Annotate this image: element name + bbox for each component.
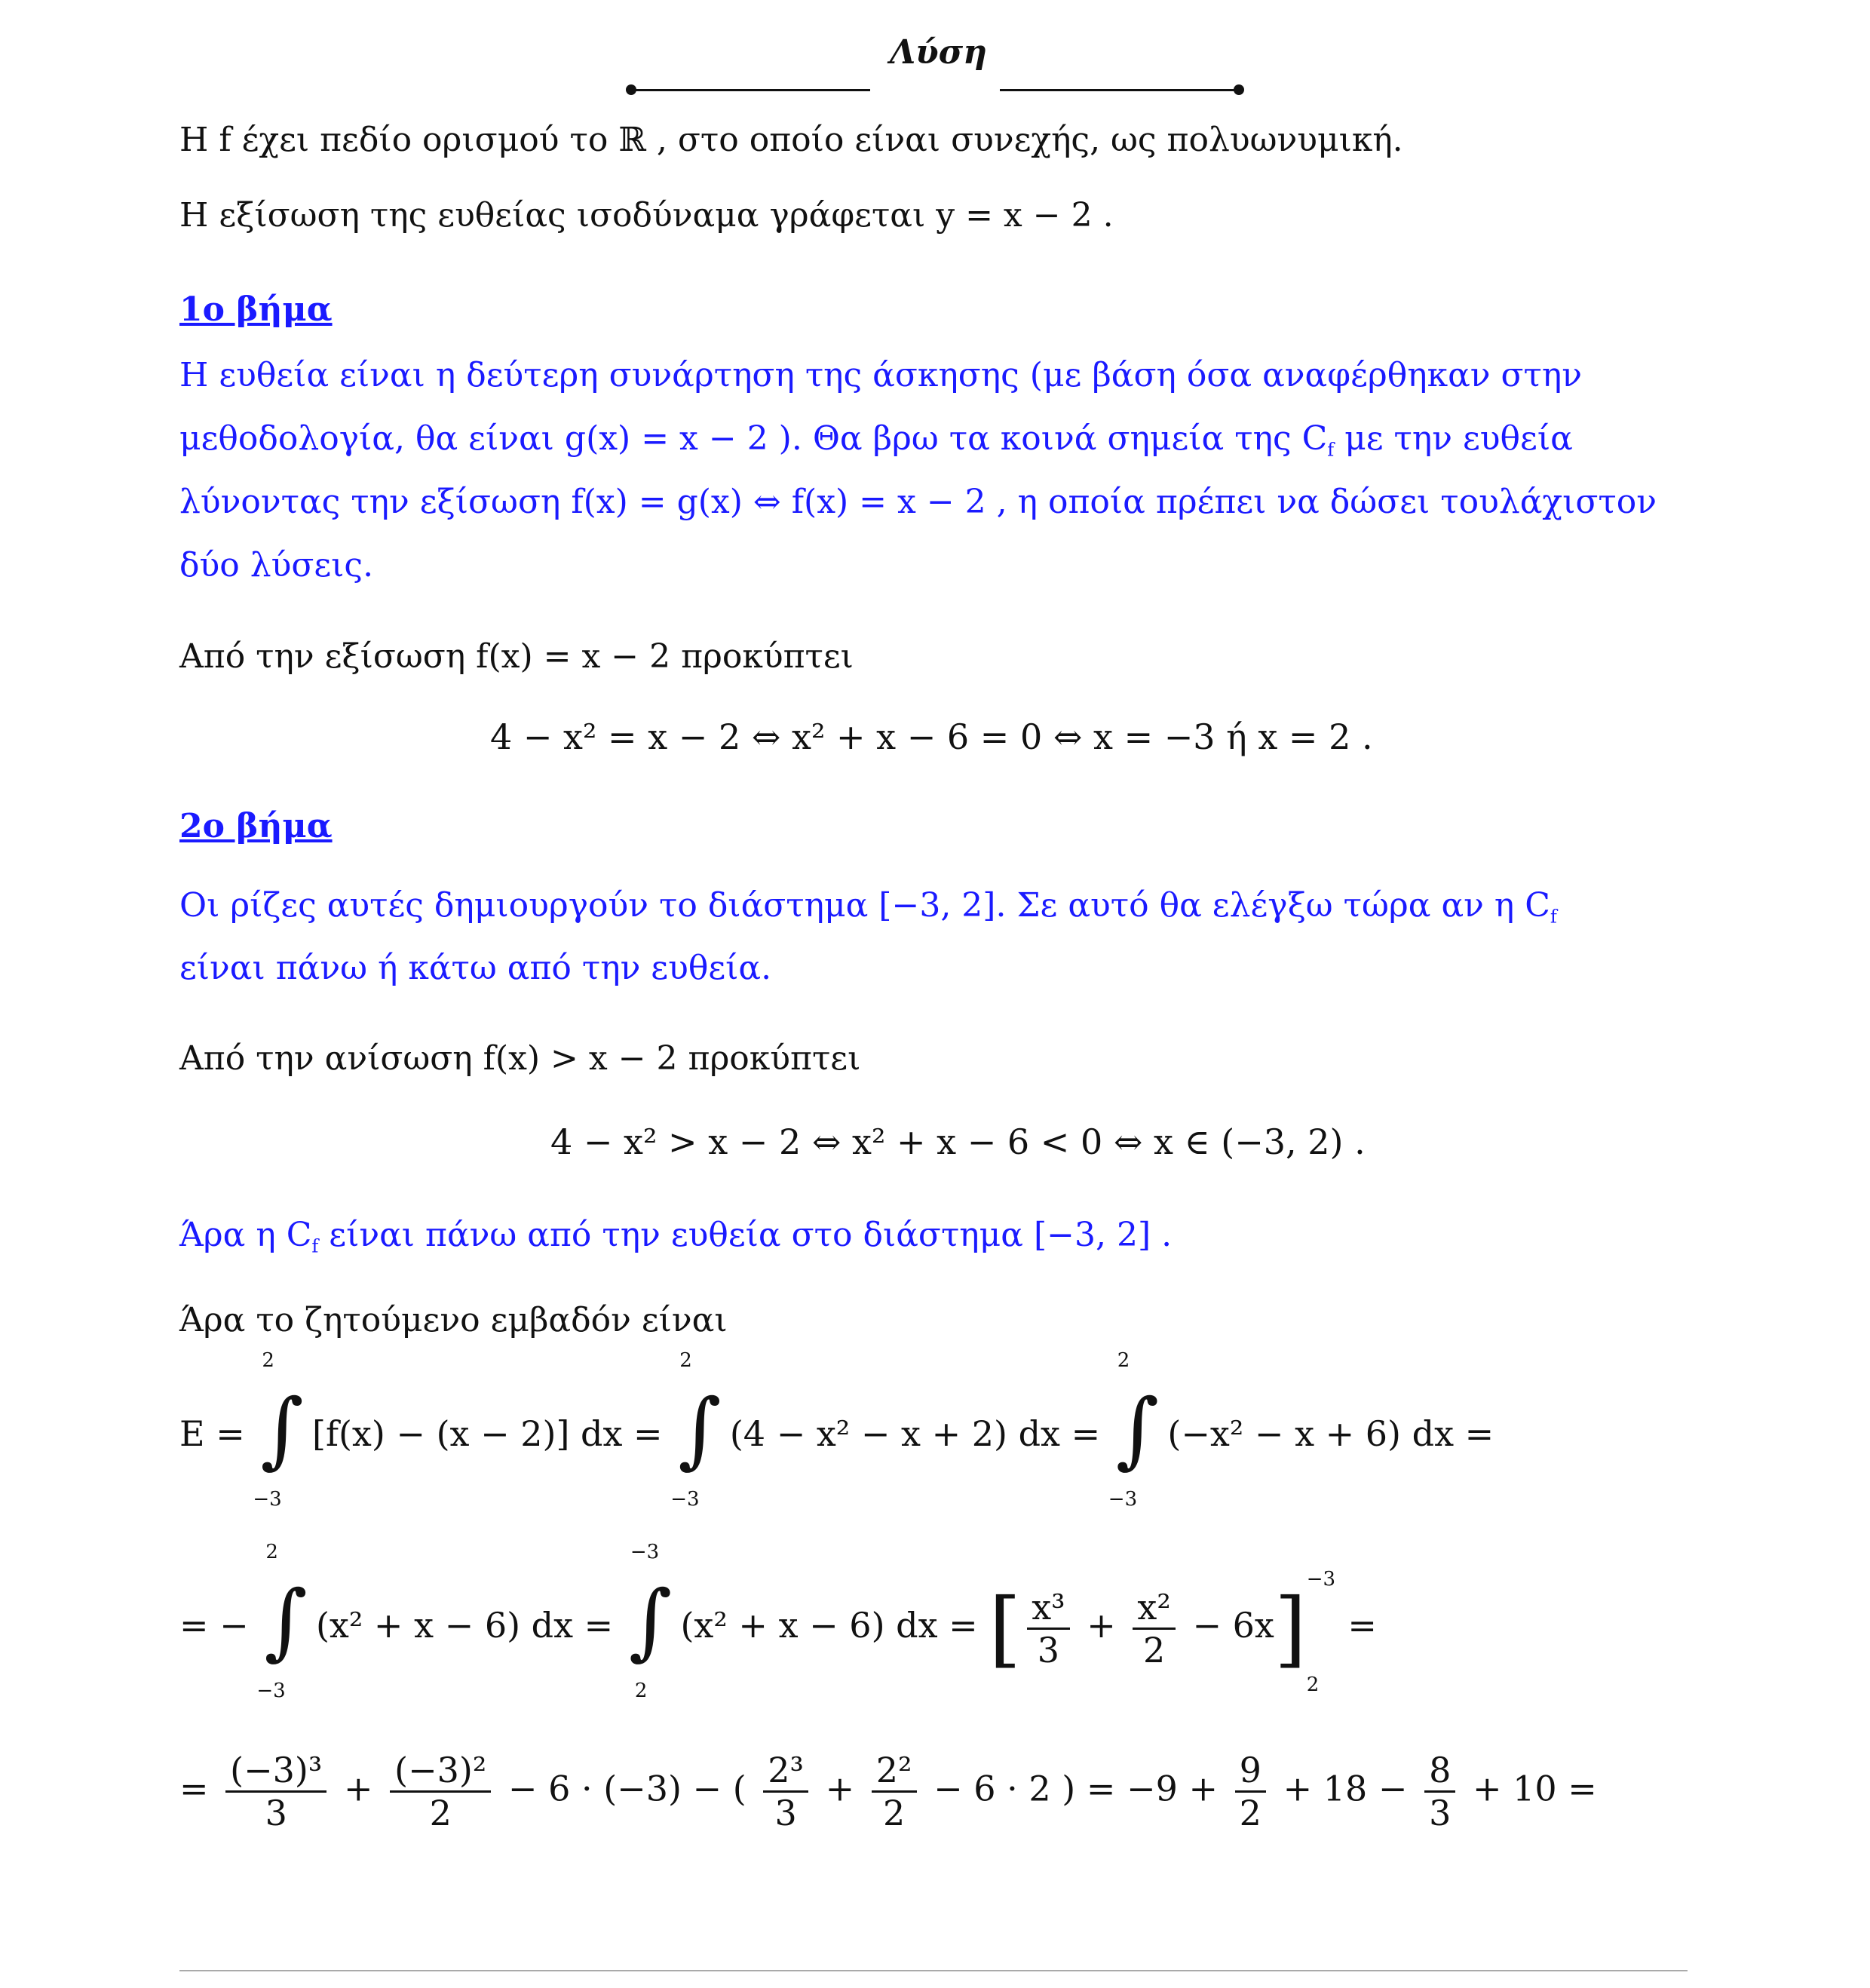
fraction-numerator: x³	[1032, 1586, 1065, 1628]
header-rule-right	[1000, 89, 1240, 91]
step1-paragraph-line-1: Η ευθεία είναι η δεύτερη συνάρτηση της άσκησης (με βάση όσα αναφέρθηκαν στην	[179, 356, 1583, 394]
upper-limit: 2	[1117, 1349, 1130, 1372]
step2-inequality: 4 − x² > x − 2 ⇔ x² + x − 6 < 0 ⇔ x ∈ (−3, 2) .	[550, 1121, 1366, 1162]
row3-middle-2: − 6 · 2 ) = −9 +	[933, 1768, 1219, 1809]
area-intro: Άρα το ζητούμενο εμβαδόν είναι	[179, 1301, 728, 1339]
row2-fraction-2	[1133, 1587, 1175, 1670]
step2-conc-tail: είναι πάνω από την ευθεία στο διάστημα [−3, 2] .	[318, 1216, 1173, 1254]
row3-plus-2: +	[825, 1768, 855, 1809]
header-title: Λύση	[890, 33, 988, 72]
step2-conc-text: Άρα η C	[179, 1216, 312, 1254]
row2-lead: = −	[179, 1605, 249, 1646]
step1-from-equation: Από την εξίσωση f(x) = x − 2 προκύπτει	[179, 637, 854, 676]
fraction-numerator: x²	[1137, 1586, 1171, 1628]
row2-integrand-1: (x² + x − 6) dx =	[315, 1605, 614, 1646]
lower-limit: −3	[1108, 1488, 1138, 1511]
upper-limit: 2	[265, 1541, 278, 1563]
row2-minus: − 6x	[1192, 1605, 1274, 1646]
row3-fraction-5	[1235, 1750, 1266, 1833]
step2-heading: 2ο βήμα	[179, 807, 333, 845]
fraction-denominator: 3	[225, 1790, 326, 1833]
integrand-1: [f(x) − (x − 2)] dx =	[312, 1413, 663, 1454]
upper-limit: 2	[262, 1349, 274, 1372]
row2-bracket-close: ]	[1274, 1580, 1307, 1677]
row3-fraction-6	[1424, 1750, 1455, 1833]
row3-plus-1: +	[343, 1768, 373, 1809]
step2-p1-text: Οι ρίζες αυτές δημιουργούν το διάστημα [−3, 2]. Σε αυτό θα ελέγξω τώρα αν η C	[179, 886, 1550, 925]
step1-p2-text: μεθοδολογία, θα είναι g(x) = x − 2 ). Θα βρω τα κοινά σημεία της C	[179, 419, 1328, 458]
upper-limit: 2	[679, 1349, 692, 1372]
step2-paragraph-line-1	[179, 886, 1557, 927]
row3-fraction-3	[763, 1750, 808, 1833]
fraction-denominator: 2	[1235, 1790, 1266, 1833]
row3-fraction-2	[390, 1750, 491, 1833]
row3-fraction-1	[225, 1750, 326, 1833]
step1-heading: 1ο βήμα	[179, 290, 333, 329]
integral-sign: 2 ∫ −3	[253, 1349, 304, 1511]
header-dot-right	[1234, 84, 1244, 95]
step2-conc-sub: f	[311, 1235, 319, 1257]
area-e-label: E =	[179, 1413, 245, 1454]
row2-bracket-limits	[1306, 1568, 1337, 1696]
step1-p2-sub: f	[1327, 439, 1335, 461]
integral-sign: 2 ∫ −3	[1108, 1349, 1160, 1511]
fraction-numerator: 2²	[875, 1750, 912, 1790]
fraction-denominator: 2	[872, 1790, 917, 1833]
lower-limit: −3	[670, 1488, 700, 1511]
lower-limit: −3	[256, 1680, 286, 1702]
step1-p2-tail: με την ευθεία	[1334, 419, 1573, 458]
integral-sign: 2 ∫ −3	[670, 1349, 722, 1511]
upper-limit: −3	[630, 1541, 660, 1563]
integrand-2: (4 − x² − x + 2) dx =	[729, 1413, 1101, 1454]
step2-from-inequality: Από την ανίσωση f(x) > x − 2 προκύπτει	[179, 1039, 861, 1078]
row2-plus: +	[1087, 1605, 1116, 1646]
fraction-numerator: 2³	[768, 1750, 804, 1790]
fraction-denominator: 3	[1027, 1628, 1069, 1670]
integral-sign: −3 ∫ 2	[628, 1541, 673, 1702]
footer-divider	[179, 1970, 1688, 1971]
integral-row-2	[179, 1541, 1377, 1702]
header-rule-left	[629, 89, 870, 91]
fraction-numerator: 9	[1239, 1750, 1261, 1790]
row3-lead: =	[179, 1768, 209, 1809]
row2-equals: =	[1347, 1605, 1377, 1646]
evaluation-row	[179, 1750, 1597, 1833]
bracket-lower: 2	[1306, 1674, 1320, 1696]
fraction-denominator: 2	[1133, 1628, 1175, 1670]
lower-limit: 2	[634, 1680, 648, 1702]
row2-bracket-open: [	[989, 1580, 1022, 1677]
step2-p1-sub: f	[1550, 906, 1557, 928]
step2-conclusion	[179, 1216, 1172, 1256]
integral-row-1	[179, 1349, 1494, 1511]
row2-integrand-2: (x² + x − 6) dx =	[680, 1605, 978, 1646]
row3-tail: + 10 =	[1472, 1768, 1597, 1809]
step1-paragraph-line-2	[179, 419, 1573, 460]
row2-fraction-1	[1027, 1587, 1069, 1670]
intro-line-1: Η f έχει πεδίο ορισμού το ℝ , στο οποίο είναι συνεχής, ως πολυωνυμική.	[179, 121, 1403, 159]
integral-sign: 2 ∫ −3	[256, 1541, 308, 1702]
step1-paragraph-line-3: λύνοντας την εξίσωση f(x) = g(x) ⇔ f(x) = x − 2 , η οποία πρέπει να δώσει τουλάχιστον	[179, 483, 1657, 521]
fraction-numerator: (−3)³	[230, 1750, 323, 1790]
integrand-3: (−x² − x + 6) dx =	[1167, 1413, 1494, 1454]
fraction-denominator: 2	[390, 1790, 491, 1833]
solution-header	[626, 33, 1244, 78]
step1-paragraph-line-4: δύο λύσεις.	[179, 546, 374, 584]
bracket-upper: −3	[1306, 1568, 1336, 1591]
fraction-numerator: (−3)²	[394, 1750, 487, 1790]
row3-middle-3: + 18 −	[1283, 1768, 1408, 1809]
step1-equation: 4 − x² = x − 2 ⇔ x² + x − 6 = 0 ⇔ x = −3 ή x = 2 .	[490, 716, 1373, 757]
fraction-denominator: 3	[763, 1790, 808, 1833]
step2-paragraph-line-2: είναι πάνω ή κάτω από την ευθεία.	[179, 949, 772, 987]
intro-line-2: Η εξίσωση της ευθείας ισοδύναμα γράφεται y = x − 2 .	[179, 196, 1114, 235]
fraction-denominator: 3	[1424, 1790, 1455, 1833]
lower-limit: −3	[253, 1488, 282, 1511]
fraction-numerator: 8	[1429, 1750, 1452, 1790]
row3-middle: − 6 · (−3) − (	[507, 1768, 746, 1809]
row3-fraction-4	[872, 1750, 917, 1833]
